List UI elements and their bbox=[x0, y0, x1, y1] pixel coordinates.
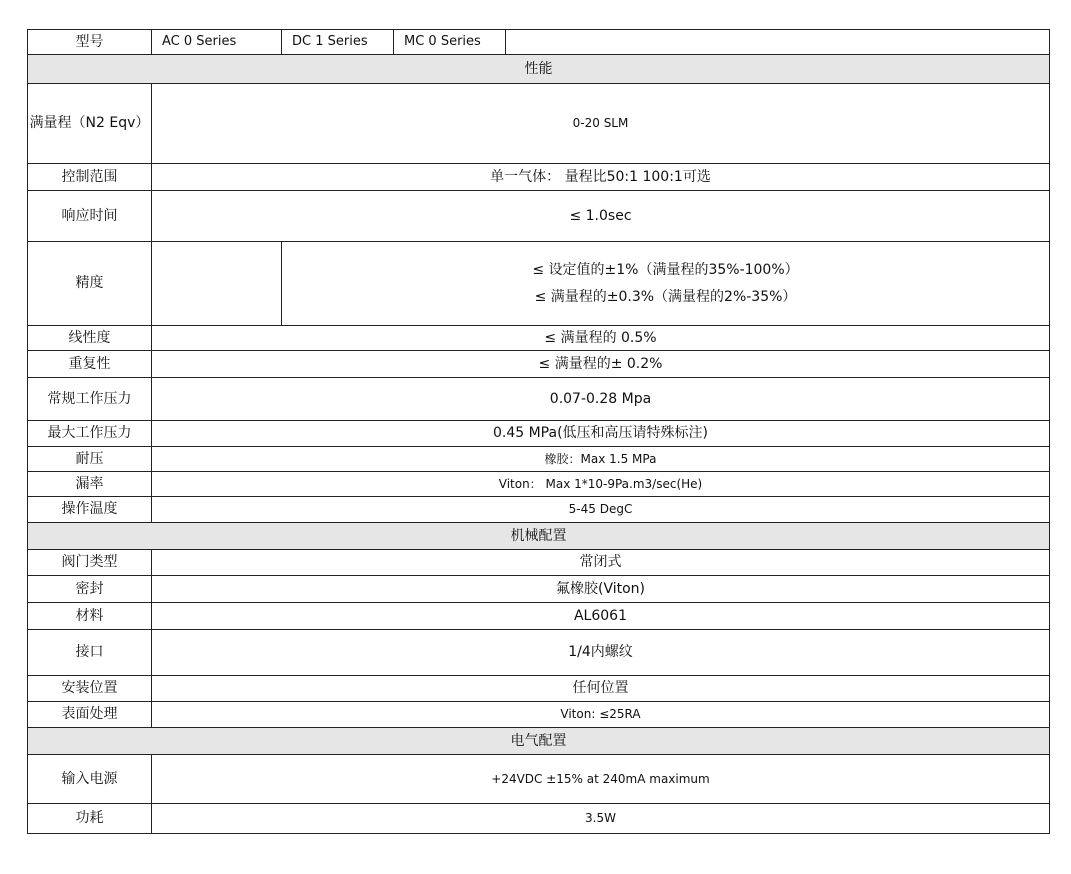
row-value: +24VDC ±15% at 240mA maximum bbox=[152, 755, 1050, 804]
row-full-scale bbox=[28, 84, 1050, 164]
row-seal bbox=[28, 576, 1050, 603]
row-label: 满量程（N2 Eqv） bbox=[28, 84, 152, 164]
row-value: 氟橡胶(Viton) bbox=[152, 576, 1050, 603]
section-mechanical bbox=[28, 523, 1050, 550]
row-label: 密封 bbox=[28, 576, 152, 603]
section-title: 性能 bbox=[28, 55, 1050, 84]
row-response-time bbox=[28, 191, 1050, 242]
model-label: 型号 bbox=[28, 30, 152, 55]
row-power-consumption bbox=[28, 804, 1050, 834]
row-material bbox=[28, 603, 1050, 630]
row-value: ≤ 满量程的 0.5% bbox=[152, 326, 1050, 351]
row-value: 0.07-0.28 Mpa bbox=[152, 378, 1050, 421]
row-label: 阀门类型 bbox=[28, 550, 152, 576]
section-performance bbox=[28, 55, 1050, 84]
row-value: 橡胶：Max 1.5 MPa bbox=[152, 447, 1050, 472]
accuracy-empty-cell bbox=[152, 242, 282, 326]
row-label: 输入电源 bbox=[28, 755, 152, 804]
row-label: 耐压 bbox=[28, 447, 152, 472]
row-control-range bbox=[28, 164, 1050, 191]
model-ac0: AC 0 Series bbox=[152, 30, 282, 55]
accuracy-line-setpoint: ≤ 设定值的±1%（满量程的35%-100%） bbox=[532, 261, 799, 278]
row-value: 5-45 DegC bbox=[152, 497, 1050, 523]
accuracy-line-fullscale: ≤ 满量程的±0.3%（满量程的2%-35%） bbox=[534, 288, 797, 305]
row-value: 常闭式 bbox=[152, 550, 1050, 576]
row-label: 安装位置 bbox=[28, 676, 152, 702]
row-label: 操作温度 bbox=[28, 497, 152, 523]
row-label: 常规工作压力 bbox=[28, 378, 152, 421]
model-mc0: MC 0 Series bbox=[394, 30, 506, 55]
row-label: 接口 bbox=[28, 630, 152, 676]
row-value: Viton： Max 1*10-9Pa.m3/sec(He) bbox=[152, 472, 1050, 497]
row-label: 功耗 bbox=[28, 804, 152, 834]
row-fitting bbox=[28, 630, 1050, 676]
section-title: 电气配置 bbox=[28, 728, 1050, 755]
row-value: 0-20 SLM bbox=[152, 84, 1050, 164]
row-label: 控制范围 bbox=[28, 164, 152, 191]
row-label: 线性度 bbox=[28, 326, 152, 351]
row-accuracy bbox=[28, 242, 1050, 326]
row-label: 精度 bbox=[28, 242, 152, 326]
row-value: Viton: ≤25RA bbox=[152, 702, 1050, 728]
row-value: AL6061 bbox=[152, 603, 1050, 630]
section-electrical bbox=[28, 728, 1050, 755]
row-proof-pressure bbox=[28, 447, 1050, 472]
row-linearity bbox=[28, 326, 1050, 351]
row-leak-rate bbox=[28, 472, 1050, 497]
row-value: ≤ 满量程的± 0.2% bbox=[152, 351, 1050, 378]
section-title: 机械配置 bbox=[28, 523, 1050, 550]
row-mounting bbox=[28, 676, 1050, 702]
row-label: 表面处理 bbox=[28, 702, 152, 728]
model-row bbox=[28, 30, 1050, 55]
spec-table bbox=[27, 29, 1050, 834]
row-value: 单一气体： 量程比50:1 100:1可选 bbox=[152, 164, 1050, 191]
row-value: 1/4内螺纹 bbox=[152, 630, 1050, 676]
row-value bbox=[282, 242, 1050, 326]
row-label: 最大工作压力 bbox=[28, 421, 152, 447]
row-value: 任何位置 bbox=[152, 676, 1050, 702]
model-dc1: DC 1 Series bbox=[282, 30, 394, 55]
model-empty-cell bbox=[506, 30, 1050, 55]
row-value: 0.45 MPa(低压和高压请特殊标注) bbox=[152, 421, 1050, 447]
row-valve-type bbox=[28, 550, 1050, 576]
row-value: ≤ 1.0sec bbox=[152, 191, 1050, 242]
row-value: 3.5W bbox=[152, 804, 1050, 834]
row-label: 材料 bbox=[28, 603, 152, 630]
row-power-input bbox=[28, 755, 1050, 804]
row-label: 重复性 bbox=[28, 351, 152, 378]
row-surface-finish bbox=[28, 702, 1050, 728]
row-label: 漏率 bbox=[28, 472, 152, 497]
row-operating-temp bbox=[28, 497, 1050, 523]
row-working-pressure bbox=[28, 378, 1050, 421]
row-label: 响应时间 bbox=[28, 191, 152, 242]
row-repeatability bbox=[28, 351, 1050, 378]
row-max-pressure bbox=[28, 421, 1050, 447]
